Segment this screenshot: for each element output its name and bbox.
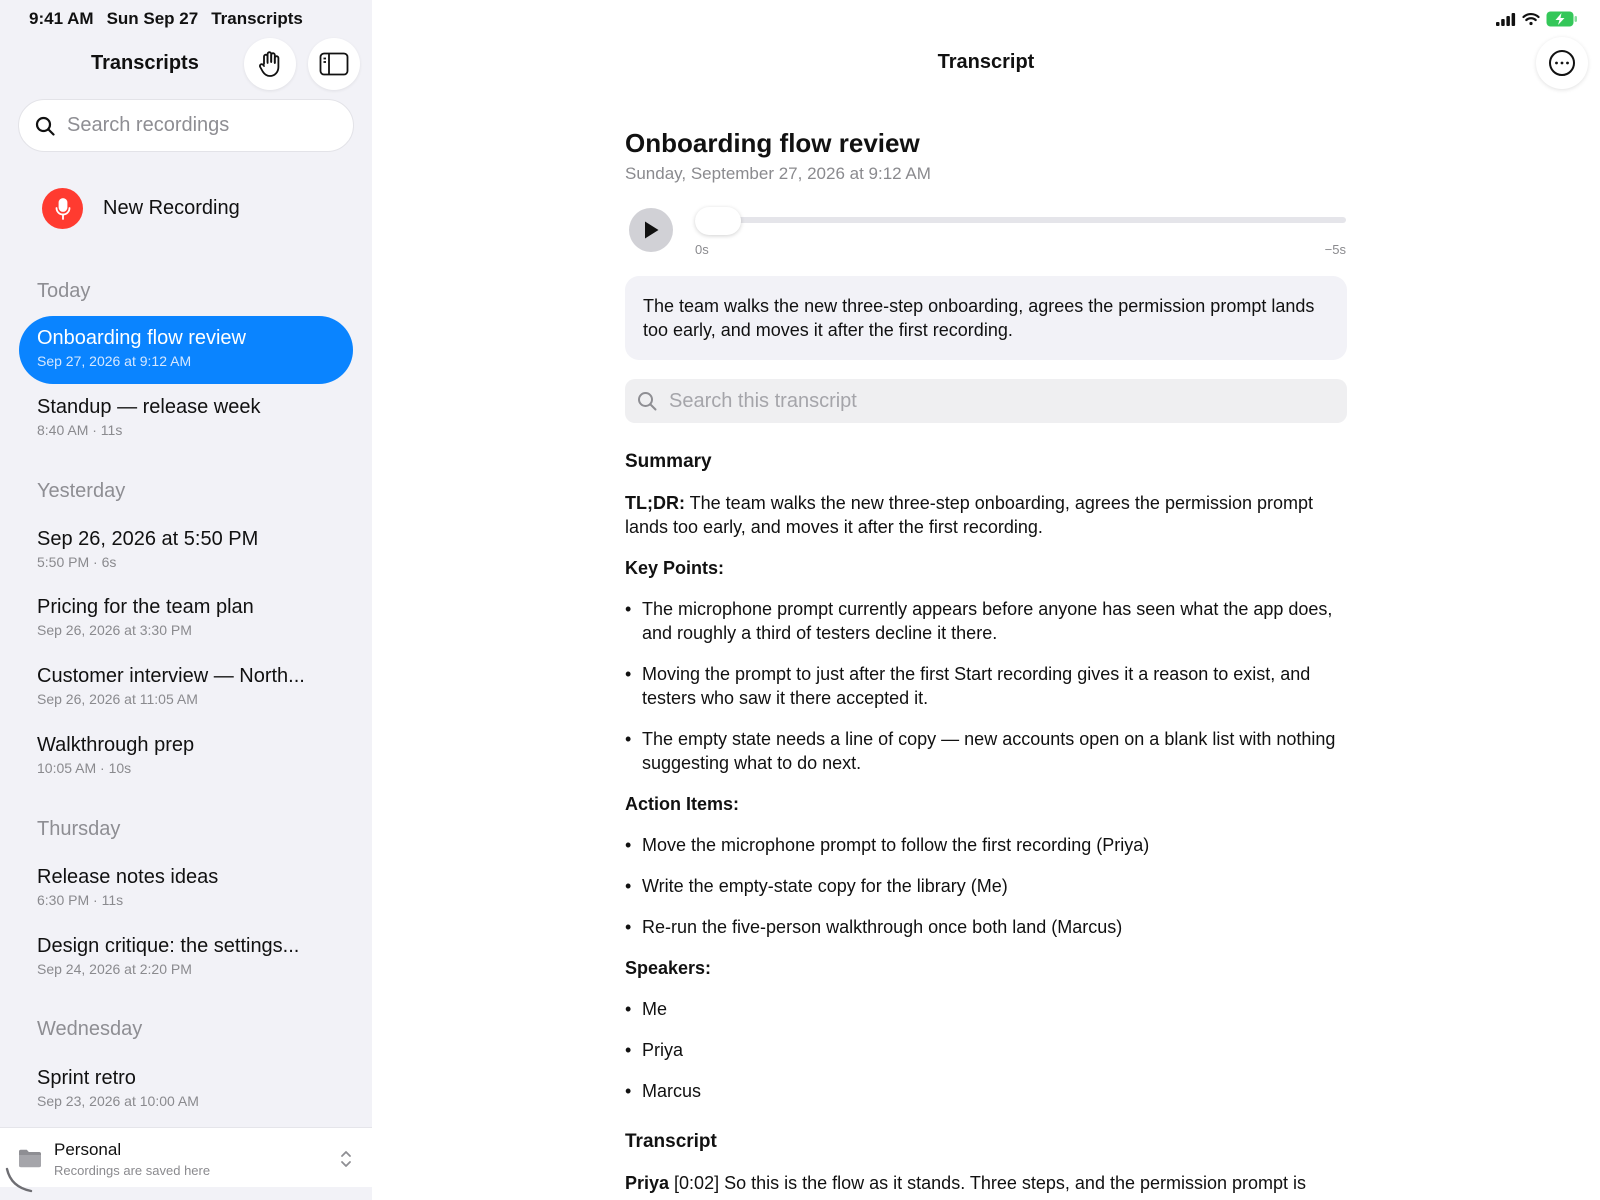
list-item-onboarding-flow-review[interactable] <box>19 316 353 384</box>
play-button[interactable] <box>629 208 673 252</box>
remaining-time: −5s <box>1324 242 1346 257</box>
section-header-yesterday: Yesterday <box>37 480 126 502</box>
action-item-text: Write the empty-state copy for the library (Me) <box>642 876 1008 896</box>
list-item-subtitle: Sep 27, 2026 at 9:12 AM <box>37 353 192 369</box>
list-item-subtitle: 8:40 AM · 11s <box>37 422 123 438</box>
nav-title: Transcript <box>937 51 1035 73</box>
list-item-subtitle: Sep 23, 2026 at 10:00 AM <box>37 1093 199 1109</box>
cellular-signal-icon <box>1496 13 1516 26</box>
list-item-title: Sprint retro <box>37 1067 136 1089</box>
recording-title: Onboarding flow review <box>625 128 920 158</box>
new-recording-button[interactable] <box>42 188 240 229</box>
hand-button[interactable] <box>244 38 296 90</box>
bullet-dot: • <box>625 999 632 1019</box>
ellipsis-circle-icon <box>1548 49 1576 77</box>
list-item-subtitle: 10:05 AM · 10s <box>37 760 132 776</box>
search-icon <box>35 116 55 136</box>
speaker-name: Me <box>642 999 668 1019</box>
key-point-text: The microphone prompt currently appears before anyone has seen what the app does, and roughly a third of testers decline it there. <box>642 599 1333 643</box>
elapsed-time: 0s <box>695 242 709 257</box>
speaker-item <box>625 1038 1347 1062</box>
list-item-title: Release notes ideas <box>37 866 219 888</box>
list-item-walkthrough-prep[interactable] <box>19 723 353 791</box>
list-item-pricing[interactable] <box>19 585 353 653</box>
list-item-release-notes[interactable] <box>19 855 353 923</box>
action-item <box>625 874 1347 898</box>
sidebar-header <box>0 40 372 86</box>
recording-date: Sunday, September 27, 2026 at 9:12 AM <box>625 164 931 183</box>
list-item-title: Customer interview — North... <box>37 665 305 687</box>
playback-scrubber-thumb[interactable] <box>695 207 741 235</box>
more-options-button[interactable] <box>1536 37 1588 89</box>
mic-button-circle <box>42 188 83 229</box>
transcript-heading: Transcript <box>625 1131 717 1152</box>
section-header-today: Today <box>37 280 91 302</box>
sidebar-toggle-icon <box>319 52 349 76</box>
list-item-title: Walkthrough prep <box>37 734 195 756</box>
folder-subtitle: Recordings are saved here <box>54 1163 211 1178</box>
key-point-text: Moving the prompt to just after the first Start recording gives it a reason to exist, and testers who saw it there accepted it. <box>642 664 1311 708</box>
status-bar-left <box>29 9 303 29</box>
speaker-item <box>625 997 1347 1021</box>
list-item-title: Sep 26, 2026 at 5:50 PM <box>37 528 259 550</box>
hand-icon <box>257 50 283 78</box>
speaker-name: Marcus <box>642 1081 702 1101</box>
chevron-up-down-icon <box>340 1150 352 1168</box>
sidebar-toggle-button[interactable] <box>308 38 360 90</box>
list-item-title: Standup — release week <box>37 396 261 418</box>
list-item-sprint-retro[interactable] <box>19 1056 353 1124</box>
key-point-text: The empty state needs a line of copy — new accounts open on a blank list with nothing suggesting what to do next. <box>642 729 1336 773</box>
microphone-icon <box>55 198 71 220</box>
bullet-dot: • <box>625 1081 632 1101</box>
action-item-text: Move the microphone prompt to follow the first recording (Priya) <box>642 835 1150 855</box>
key-point <box>625 662 1347 710</box>
search-transcript-input[interactable] <box>625 379 1347 423</box>
speaker-name: Priya <box>642 1040 684 1060</box>
list-item-subtitle: Sep 26, 2026 at 11:05 AM <box>37 691 198 707</box>
action-items-heading: Action Items: <box>625 794 740 814</box>
list-item-title: Design critique: the settings... <box>37 935 300 957</box>
sidebar <box>0 0 372 1200</box>
list-item-title: Onboarding flow review <box>37 327 246 349</box>
battery-charging-icon <box>1546 11 1578 27</box>
list-item-design-critique[interactable] <box>19 924 353 992</box>
wifi-icon <box>1522 12 1540 26</box>
key-point <box>625 597 1347 645</box>
list-item-subtitle: Sep 24, 2026 at 2:20 PM <box>37 961 192 977</box>
status-date: Sun Sep 27 <box>106 9 199 28</box>
speaker-label: Priya <box>625 1173 670 1193</box>
list-item-subtitle: 6:30 PM · 11s <box>37 892 124 908</box>
bullet-dot: • <box>625 729 632 749</box>
search-icon <box>637 391 657 411</box>
key-point <box>625 727 1347 775</box>
summary-document <box>625 450 1347 1195</box>
bullet-dot: • <box>625 835 632 855</box>
action-item <box>625 833 1347 857</box>
folder-name: Personal <box>54 1140 122 1159</box>
key-points-heading: Key Points: <box>625 558 725 578</box>
window-corner-handle[interactable] <box>5 1165 35 1195</box>
search-placeholder: Search this transcript <box>669 389 857 412</box>
list-item-customer-interview[interactable] <box>19 654 353 722</box>
tldr-callout: The team walks the new three-step onboarding, agrees the permission prompt lands too early, and moves it after the first recording. <box>625 276 1347 360</box>
speaker-item <box>625 1079 1347 1103</box>
bullet-dot: • <box>625 917 632 937</box>
tldr-paragraph <box>625 491 1347 539</box>
list-item-standup[interactable] <box>19 385 353 453</box>
bullet-dot: • <box>625 599 632 619</box>
transcript-line <box>625 1171 1347 1195</box>
search-placeholder: Search recordings <box>67 114 230 136</box>
folder-picker[interactable] <box>0 1127 372 1187</box>
search-recordings-input[interactable] <box>18 99 354 152</box>
status-bar-right <box>1496 11 1578 27</box>
list-item-subtitle: Sep 26, 2026 at 3:30 PM <box>37 622 192 638</box>
playback-scrubber[interactable] <box>695 217 1346 223</box>
bullet-dot: • <box>625 1040 632 1060</box>
section-header-wednesday: Wednesday <box>37 1018 143 1040</box>
summary-heading: Summary <box>625 451 712 472</box>
transcript-line-text: [0:02] So this is the flow as it stands. Three steps, and the permission prompt is <box>669 1173 1307 1193</box>
tldr-label: TL;DR: <box>625 493 685 513</box>
status-time: 9:41 AM <box>29 9 94 28</box>
bullet-dot: • <box>625 876 632 896</box>
new-recording-label: New Recording <box>103 197 240 219</box>
bullet-dot: • <box>625 664 632 684</box>
tldr-text: The team walks the new three-step onboarding, agrees the permission prompt lands too early, and moves it after the first recording. <box>625 493 1313 537</box>
list-item-title: Pricing for the team plan <box>37 596 254 618</box>
speakers-heading: Speakers: <box>625 958 712 978</box>
play-icon <box>642 220 660 240</box>
list-item-sep-26-recording[interactable] <box>19 517 353 585</box>
sidebar-title: Transcripts <box>91 52 199 74</box>
list-item-subtitle: 5:50 PM · 6s <box>37 554 117 570</box>
action-item <box>625 915 1347 939</box>
action-item-text: Re-run the five-person walkthrough once both land (Marcus) <box>642 917 1123 937</box>
status-app-name[interactable]: Transcripts <box>211 9 303 28</box>
section-header-thursday: Thursday <box>37 818 121 840</box>
transcript-detail <box>372 0 1600 1200</box>
